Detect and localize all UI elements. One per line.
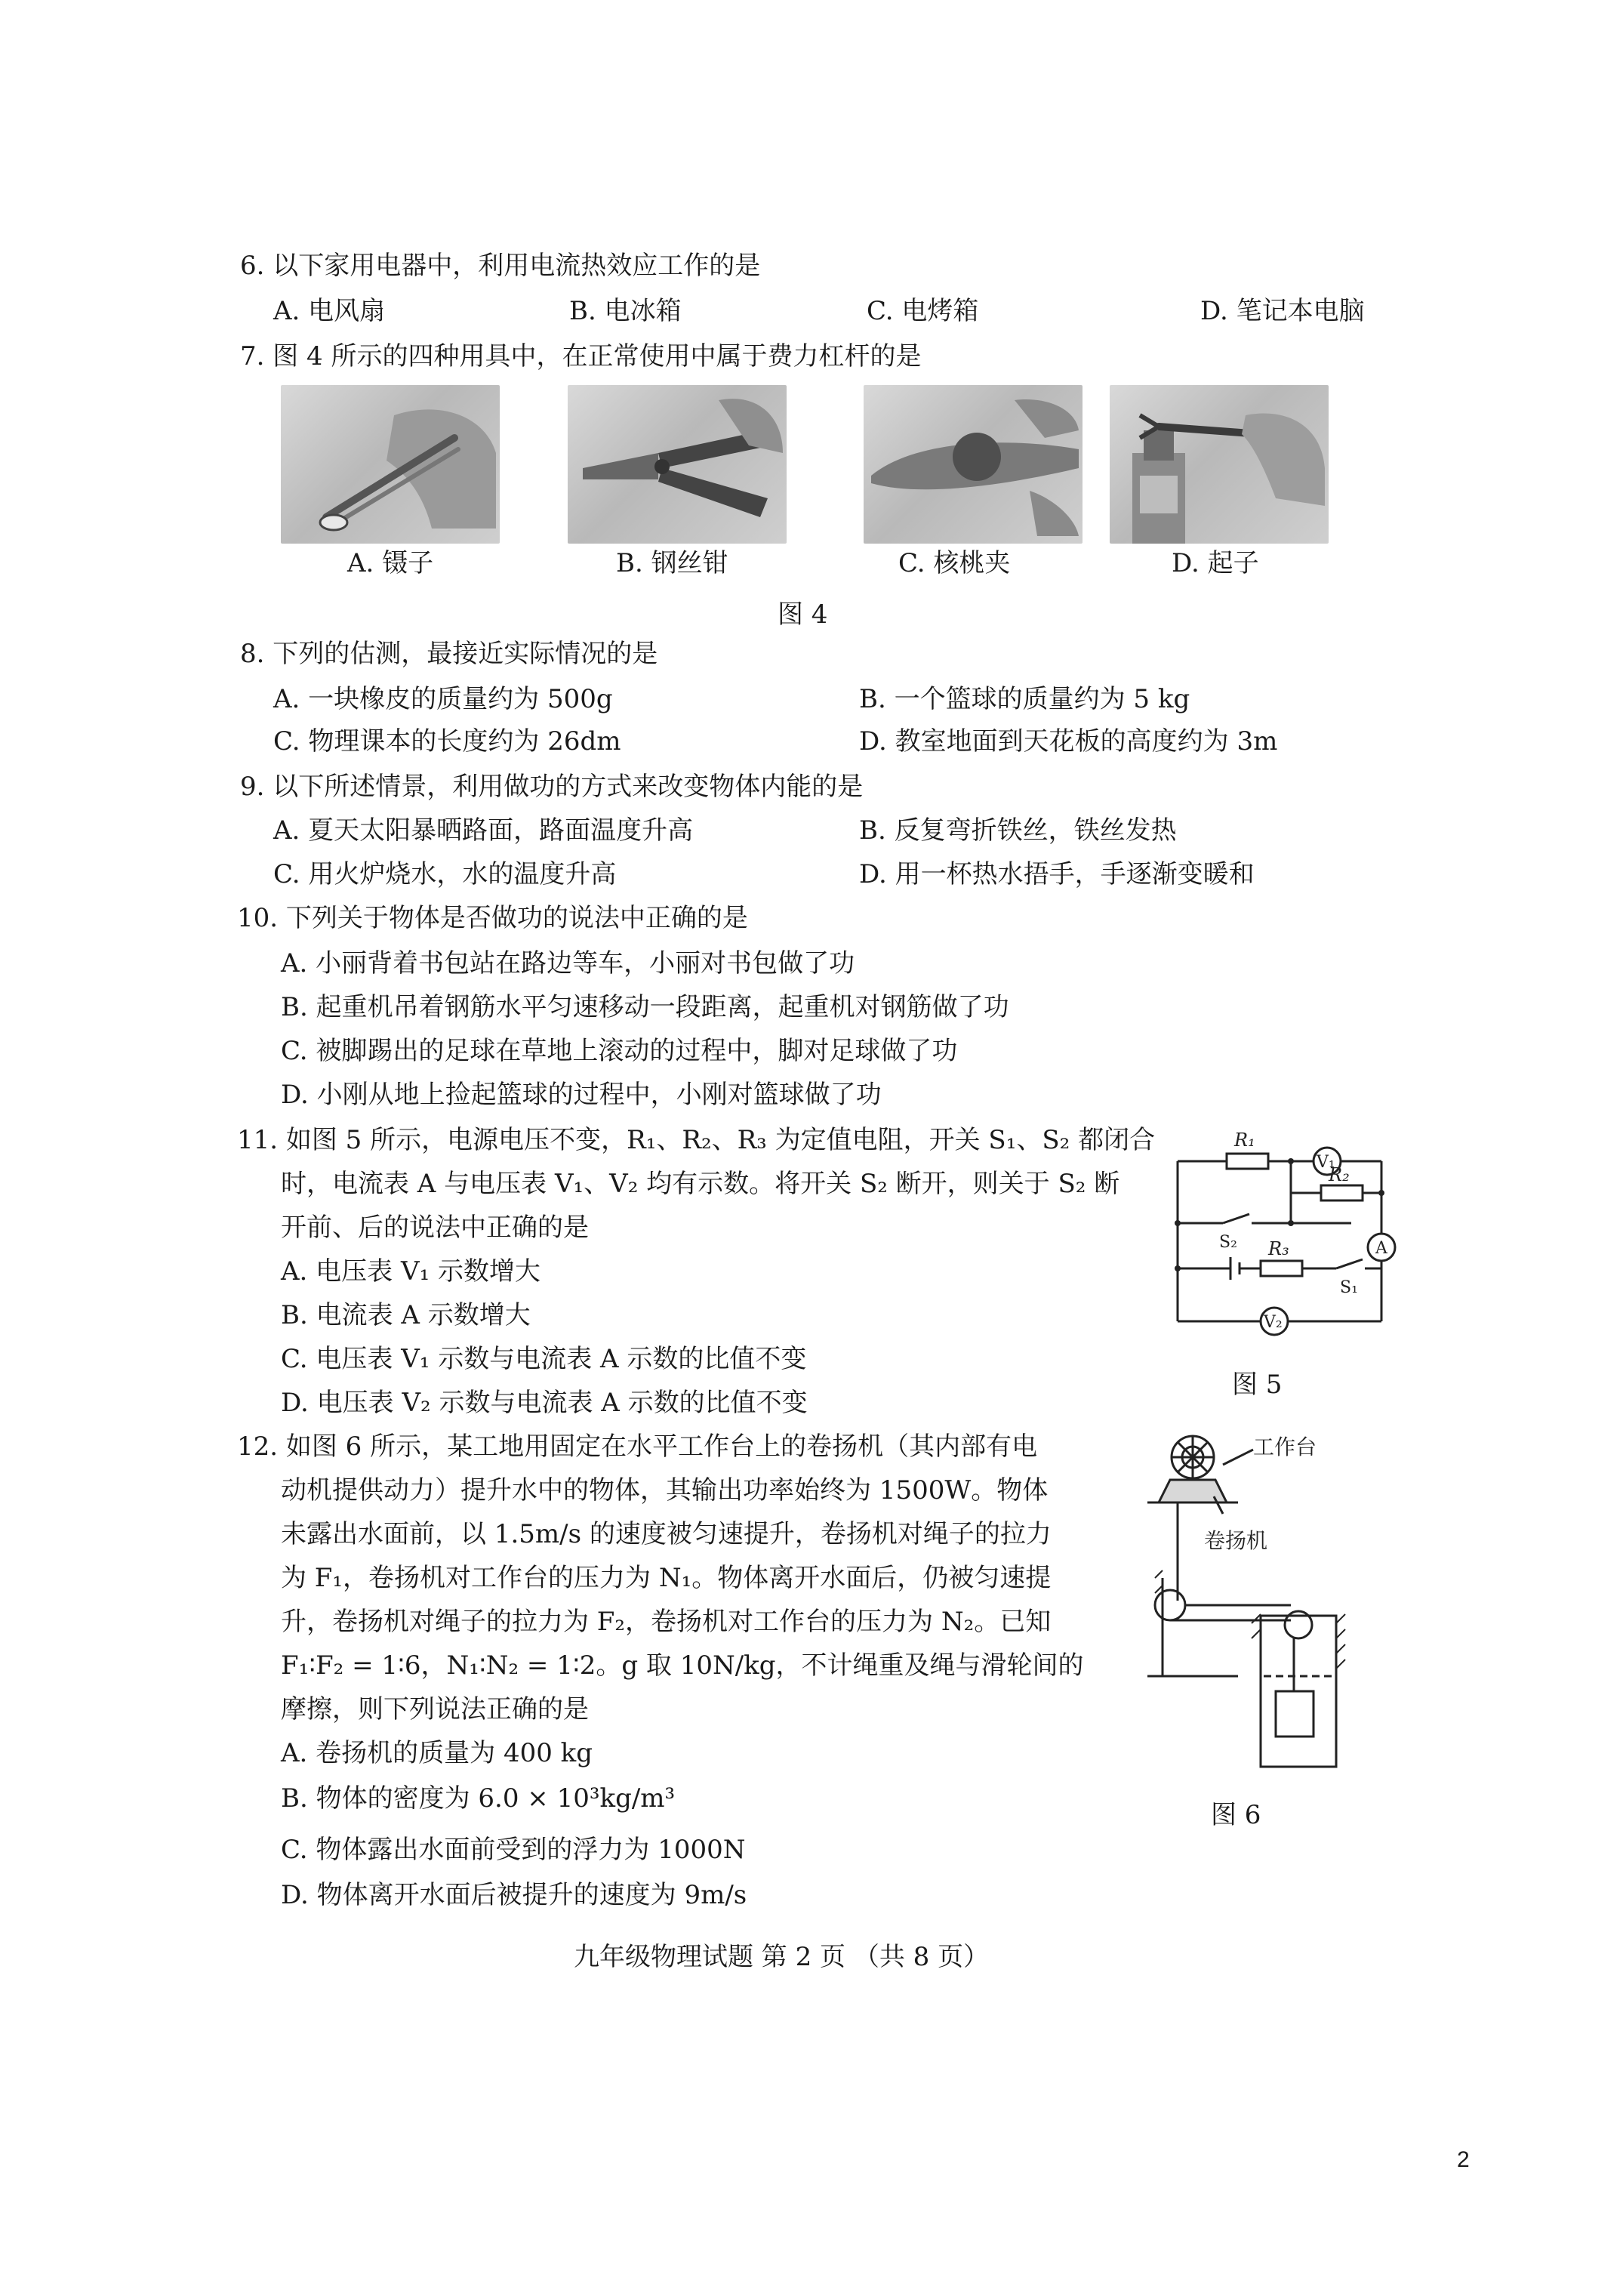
switch-s2	[1223, 1214, 1249, 1223]
label-r1: R₁	[1234, 1130, 1255, 1151]
q7-caption-c: C. 核桃夹	[898, 548, 1011, 578]
q12-option-c: C. 物体露出水面前受到的浮力为 1000N	[281, 1835, 746, 1865]
q8-option-b: B. 一个篮球的质量约为 5 kg	[859, 684, 1190, 714]
q12-option-b: B. 物体的密度为 6.0 × 10³kg/m³	[281, 1783, 676, 1814]
q12-line-2: 动机提供动力）提升水中的物体，其输出功率始终为 1500W。物体	[281, 1475, 1049, 1505]
label-winch: 卷扬机	[1204, 1528, 1268, 1553]
q7-caption-d: D. 起子	[1172, 548, 1259, 578]
q10-option-a: A. 小丽背着书包站在路边等车，小丽对书包做了功	[281, 948, 855, 978]
figure-6-winch	[1132, 1427, 1389, 1774]
pliers-icon	[568, 385, 787, 544]
q9-option-d: D. 用一杯热水捂手，手逐渐变暖和	[859, 859, 1255, 889]
figure-6-label: 图 6	[1211, 1800, 1261, 1830]
label-v2: V₂	[1264, 1313, 1283, 1332]
q7-stem: 7. 图 4 所示的四种用具中，在正常使用中属于费力杠杆的是	[240, 341, 922, 371]
figure-5-label: 图 5	[1232, 1370, 1283, 1400]
q12-line-5: 升，卷扬机对绳子的拉力为 F₂，卷扬机对工作台的压力为 N₂。已知	[281, 1607, 1052, 1637]
q6-option-c: C. 电烤箱	[867, 296, 979, 326]
label-r2: R₂	[1329, 1164, 1350, 1185]
page-number: 2	[1457, 2147, 1470, 2172]
label-a: A	[1375, 1239, 1387, 1258]
q10-option-c: C. 被脚踢出的足球在草地上滚动的过程中，脚对足球做了功	[281, 1036, 958, 1066]
q6-option-a: A. 电风扇	[273, 296, 386, 326]
q9-stem: 9. 以下所述情景，利用做功的方式来改变物体内能的是	[240, 772, 864, 802]
q8-option-d: D. 教室地面到天花板的高度约为 3m	[859, 726, 1278, 757]
label-v1: V₁	[1317, 1153, 1335, 1172]
q10-stem: 10. 下列关于物体是否做功的说法中正确的是	[237, 903, 748, 933]
fixed-pulley-left	[1155, 1590, 1185, 1620]
q12-line-6: F₁∶F₂ = 1∶6，N₁∶N₂ = 1∶2。g 取 10N/kg，不计绳重及绳与滑轮间的	[281, 1650, 1084, 1681]
q9-option-b: B. 反复弯折铁丝，铁丝发热	[859, 815, 1177, 846]
q10-option-b: B. 起重机吊着钢筋水平匀速移动一段距离，起重机对钢筋做了功	[281, 992, 1009, 1022]
resistor-r3	[1261, 1261, 1302, 1276]
q7-caption-a: A. 镊子	[347, 548, 434, 578]
resistor-r1	[1227, 1154, 1268, 1169]
q6-stem: 6. 以下家用电器中，利用电流热效应工作的是	[240, 251, 761, 281]
label-s2: S₂	[1219, 1233, 1237, 1252]
bottle-opener-icon	[1110, 385, 1329, 544]
q11-line-2: 时，电流表 A 与电压表 V₁、V₂ 均有示数。将开关 S₂ 断开，则关于 S₂ 断	[281, 1169, 1120, 1199]
q11-option-a: A. 电压表 V₁ 示数增大	[281, 1256, 540, 1287]
q12-line-1: 12. 如图 6 所示，某工地用固定在水平工作台上的卷扬机（其内部有电	[237, 1432, 1038, 1462]
figure-5-circuit	[1155, 1125, 1404, 1351]
q12-line-3: 未露出水面前，以 1.5m/s 的速度被匀速提升，卷扬机对绳子的拉力	[281, 1519, 1052, 1549]
q10-option-d: D. 小刚从地上捡起篮球的过程中，小刚对篮球做了功	[281, 1080, 882, 1110]
tweezers-photo	[281, 385, 500, 544]
nutcracker-photo	[864, 385, 1083, 544]
q8-stem: 8. 下列的估测，最接近实际情况的是	[240, 639, 658, 669]
q12-line-7: 摩擦，则下列说法正确的是	[281, 1694, 589, 1724]
q11-option-d: D. 电压表 V₂ 示数与电流表 A 示数的比值不变	[281, 1388, 808, 1418]
q12-option-a: A. 卷扬机的质量为 400 kg	[281, 1738, 593, 1768]
nutcracker-icon	[864, 385, 1083, 544]
resistor-r2	[1321, 1185, 1363, 1200]
q11-option-c: C. 电压表 V₁ 示数与电流表 A 示数的比值不变	[281, 1344, 807, 1374]
q11-option-b: B. 电流表 A 示数增大	[281, 1300, 531, 1330]
object-block	[1276, 1691, 1313, 1737]
q6-option-d: D. 笔记本电脑	[1200, 296, 1365, 326]
q6-option-b: B. 电冰箱	[569, 296, 682, 326]
bottle-opener-photo	[1110, 385, 1329, 544]
label-r3: R₃	[1268, 1238, 1289, 1259]
q8-option-c: C. 物理课本的长度约为 26dm	[273, 726, 621, 757]
q9-option-c: C. 用火炉烧水，水的温度升高	[273, 859, 617, 889]
label-platform: 工作台	[1253, 1435, 1317, 1459]
page-footer: 九年级物理试题 第 2 页 （共 8 页）	[574, 1942, 990, 1972]
label-s1: S₁	[1340, 1278, 1358, 1297]
q11-line-1: 11. 如图 5 所示，电源电压不变，R₁、R₂、R₃ 为定值电阻，开关 S₁、S₂ 都闭合	[237, 1125, 1156, 1155]
q9-option-a: A. 夏天太阳暴晒路面，路面温度升高	[273, 815, 694, 846]
q7-caption-b: B. 钢丝钳	[616, 548, 728, 578]
q12-option-d: D. 物体离开水面后被提升的速度为 9m/s	[281, 1880, 747, 1910]
pliers-photo	[568, 385, 787, 544]
tweezers-icon	[281, 385, 500, 544]
figure-4-label: 图 4	[778, 599, 828, 630]
q8-option-a: A. 一块橡皮的质量约为 500g	[273, 684, 613, 714]
switch-s1	[1336, 1259, 1363, 1268]
q12-line-4: 为 F₁，卷扬机对工作台的压力为 N₁。物体离开水面后，仍被匀速提	[281, 1563, 1052, 1593]
q11-line-3: 开前、后的说法中正确的是	[281, 1213, 589, 1243]
